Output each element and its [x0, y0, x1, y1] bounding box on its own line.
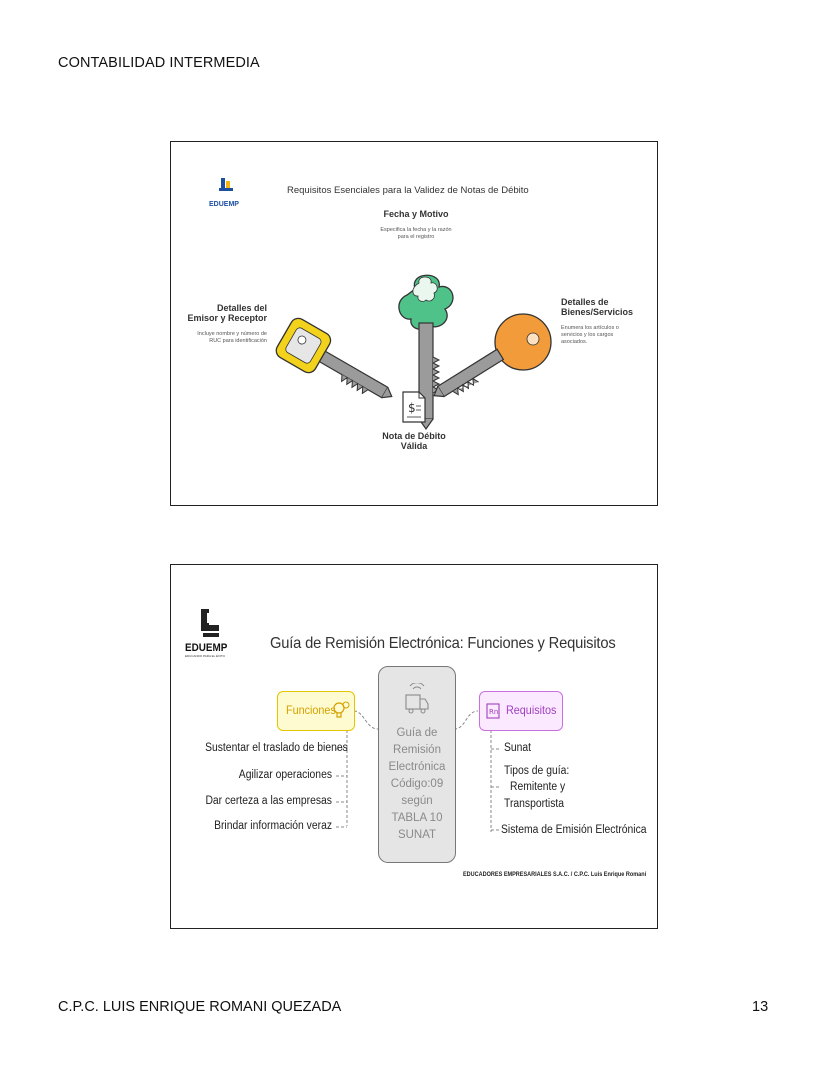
right-label: [561, 297, 651, 346]
logo-text: EDUEMP: [209, 201, 239, 208]
requisitos-box: [479, 691, 563, 731]
guia-center-box: [378, 666, 456, 863]
right-label-title-2: Bienes/Servicios: [561, 307, 634, 317]
right-label-desc-1: Enumera los artículos o: [561, 325, 619, 331]
slide1-title: Requisitos Esenciales para la Validez de Notas de Débito: [287, 185, 529, 196]
left-label-desc-1: Incluye nombre y número de: [197, 331, 267, 337]
center-line-6: TABLA 10: [391, 812, 443, 824]
funcion-item-2: Agilizar operaciones: [238, 769, 332, 781]
left-label: [177, 303, 267, 345]
requisitos-label: Requisitos: [506, 703, 557, 717]
center-line-2: Remisión: [393, 744, 441, 756]
top-label-desc-2: para el registro: [397, 234, 435, 241]
logo-subtitle: EDUCANDO PARA EL ÉXITO: [185, 654, 225, 658]
slide-guia-remision: [170, 564, 658, 929]
svg-text:Rn: Rn: [489, 708, 499, 716]
credit-line: EDUCADORES EMPRESARIALES S.A.C. / C.P.C. Luis Enrique Romaní: [463, 871, 647, 878]
yellow-key-icon: [273, 315, 402, 415]
footer-author: C.P.C. LUIS ENRIQUE ROMANI QUEZADA: [58, 999, 342, 1015]
requisito-item-2b: Remitente y: [510, 781, 566, 793]
svg-text:$: $: [408, 401, 416, 415]
page-header: CONTABILIDAD INTERMEDIA: [58, 55, 260, 71]
funciones-label: Funciones: [286, 703, 336, 717]
funcion-item-4: Brindar información veraz: [214, 820, 332, 832]
left-label-desc-2: RUC para identificación: [209, 338, 267, 345]
right-label-desc-2: servicios y los cargos: [561, 332, 614, 339]
bottom-label-title-1: Nota de Débito: [382, 431, 446, 441]
lightbulb-gear-icon: [332, 699, 350, 721]
bottom-label: [351, 431, 477, 451]
top-label: [351, 209, 481, 241]
center-line-1: Guía de: [396, 727, 438, 739]
slide2-title: Guía de Remisión Electrónica: Funciones y Requisitos: [270, 635, 616, 652]
funcion-item-1: Sustentar el traslado de bienes: [205, 742, 348, 754]
document-dollar-icon: [401, 390, 427, 424]
requisito-item-1: Sunat: [504, 742, 532, 754]
orange-key-icon: [431, 314, 551, 406]
top-label-title: Fecha y Motivo: [383, 209, 449, 219]
eduemp-logo: [209, 176, 245, 208]
page-number: 13: [752, 999, 769, 1015]
top-label-desc-1: Especifica la fecha y la razón: [380, 227, 452, 233]
center-line-5: según: [401, 795, 433, 807]
left-label-title-2: Emisor y Receptor: [187, 313, 267, 323]
funcion-item-3: Dar certeza a las empresas: [205, 795, 332, 807]
funciones-box: [277, 691, 355, 731]
requirements-doc-icon: [486, 703, 500, 719]
truck-wifi-icon: [403, 683, 431, 717]
center-line-7: SUNAT: [397, 829, 437, 841]
requisito-item-2c: Transportista: [504, 798, 565, 810]
bottom-label-title-2: Válida: [400, 441, 428, 451]
eduemp-logo-icon: [209, 176, 245, 202]
center-line-4: Código:09: [390, 778, 444, 790]
slide-debit-note-requirements: [170, 141, 658, 506]
left-label-title-1: Detalles del: [216, 303, 267, 313]
guia-center-text: [379, 725, 455, 844]
right-label-desc-3: asociados.: [561, 339, 588, 346]
center-line-3: Electrónica: [388, 761, 446, 773]
logo-text-2: EDUEMP: [185, 642, 228, 654]
right-label-title-1: Detalles de: [561, 297, 609, 307]
requisito-item-3: Sistema de Emisión Electrónica: [501, 824, 647, 836]
requisito-item-2a: Tipos de guía:: [504, 765, 570, 777]
